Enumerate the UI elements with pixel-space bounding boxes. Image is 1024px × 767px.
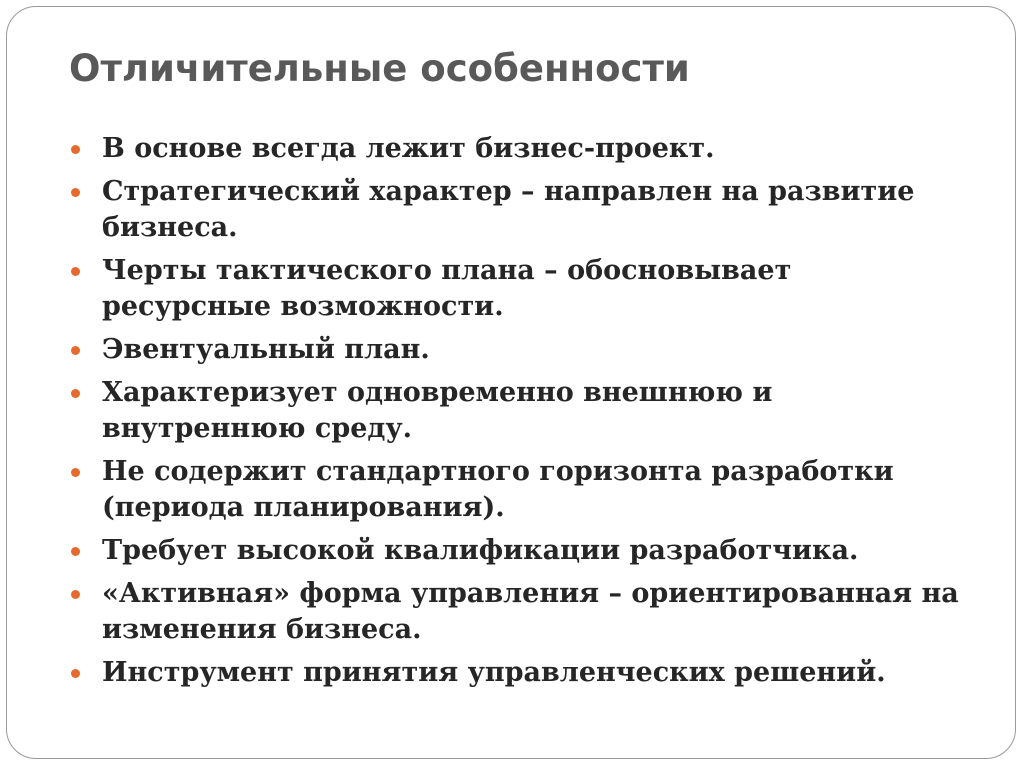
bullet-icon	[71, 346, 80, 355]
list-item	[69, 375, 969, 447]
bullet-text: Эвентуальный план.	[102, 334, 430, 365]
bullet-text: Инструмент принятия управленческих решений.	[102, 657, 886, 688]
list-item	[69, 174, 969, 246]
bullet-text: Характеризует одновременно внешнюю и внутреннюю среду.	[102, 377, 773, 444]
list-item	[69, 533, 969, 569]
list-item	[69, 576, 969, 648]
bullet-icon	[71, 547, 80, 556]
bullet-text: Требует высокой квалификации разработчика.	[102, 535, 859, 566]
bullet-icon	[71, 590, 80, 599]
list-item	[69, 454, 969, 526]
list-item	[69, 655, 969, 691]
list-item	[69, 253, 969, 325]
bullet-icon	[71, 145, 80, 154]
bullet-text: Черты тактического плана – обосновывает ресурсные возможности.	[102, 255, 792, 322]
bullet-icon	[71, 468, 80, 477]
bullet-icon	[71, 267, 80, 276]
bullet-text: Стратегический характер – направлен на развитие бизнеса.	[102, 176, 915, 243]
slide-title: Отличительные особенности	[69, 47, 690, 90]
bullet-text: «Активная» форма управления – ориентированная на изменения бизнеса.	[102, 578, 959, 645]
bullet-icon	[71, 389, 80, 398]
bullet-text: Не содержит стандартного горизонта разработки (периода планирования).	[102, 456, 894, 523]
bullet-list	[69, 131, 969, 698]
slide-frame	[6, 6, 1016, 759]
list-item	[69, 131, 969, 167]
list-item	[69, 332, 969, 368]
bullet-icon	[71, 188, 80, 197]
bullet-text: В основе всегда лежит бизнес-проект.	[102, 133, 715, 164]
bullet-icon	[71, 669, 80, 678]
